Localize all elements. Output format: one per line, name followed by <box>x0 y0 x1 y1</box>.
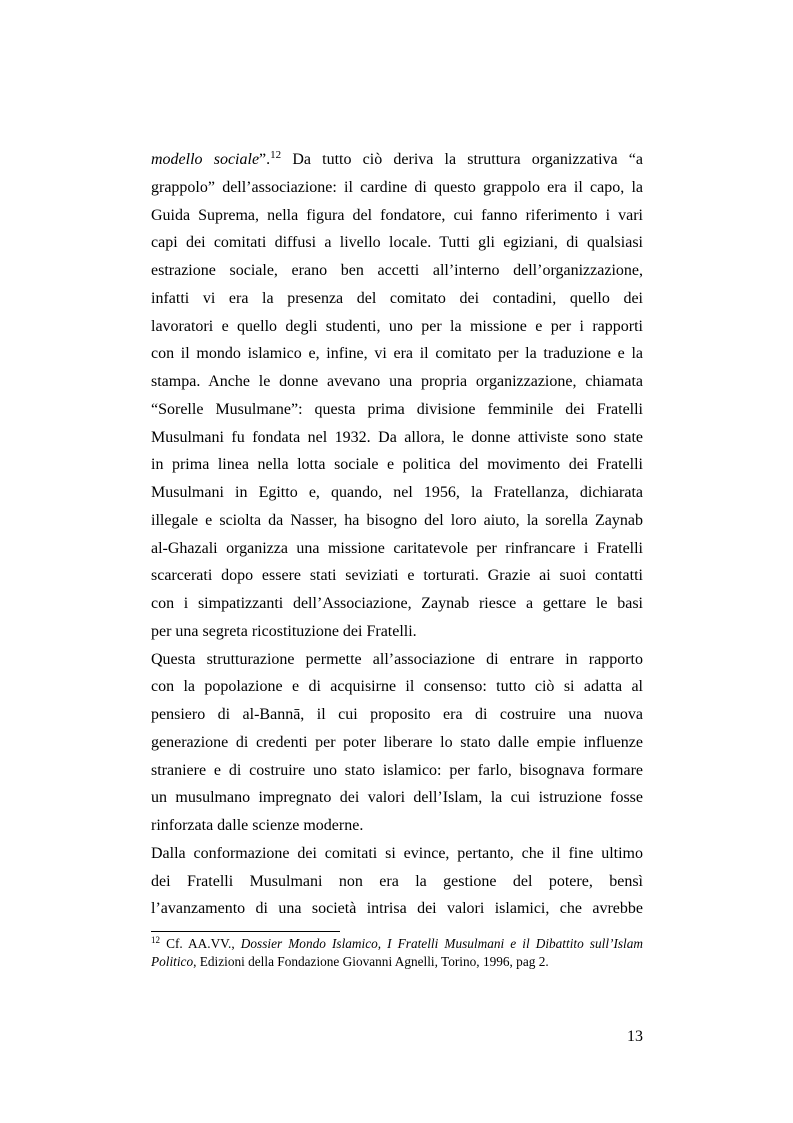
body-line: un musulmano impregnato dei valori dell’Islam, la cui istruzione fosse <box>151 789 643 807</box>
body-text <box>151 146 643 923</box>
closing-quote: ”. <box>259 151 271 168</box>
body-line: pensiero di al-Bannā, il cui proposito era di costruire una nuova <box>151 706 643 723</box>
footnote-title: Dossier Mondo Islamico, I Fratelli Musulmani e il Dibattito sull’Islam <box>240 936 643 951</box>
body-line: con il mondo islamico e, infine, vi era il comitato per la traduzione e la <box>151 345 643 363</box>
italic-phrase: modello sociale <box>151 151 260 168</box>
body-line: Dalla conformazione dei comitati si evince, pertanto, che il fine ultimo <box>151 844 643 862</box>
body-line: con i simpatizzanti dell’Associazione, Zaynab riesce a gettare le basi <box>151 595 643 612</box>
footnote-line <box>151 935 643 953</box>
body-line: estrazione sociale, erano ben accetti all’interno dell’organizzazione, <box>151 262 643 279</box>
body-line: per una segreta ricostituzione dei Fratelli. <box>151 622 417 640</box>
body-line: l’avanzamento di una società intrisa dei valori islamici, che avrebbe <box>151 900 643 918</box>
page-number: 13 <box>627 1028 643 1045</box>
body-line: generazione di credenti per poter liberare lo stato dalle empie influenze <box>151 733 643 751</box>
paragraph <box>151 146 643 646</box>
body-line: illegale e sciolta da Nasser, ha bisogno del loro aiuto, la sorella Zaynab <box>151 511 643 529</box>
footnote-reference: 12 <box>270 149 282 161</box>
body-line: “Sorelle Musulmane”: questa prima divisione femminile dei Fratelli <box>151 400 643 418</box>
body-line: dei Fratelli Musulmani non era la gestione del potere, bensì <box>151 872 643 890</box>
body-line: grappolo” dell’associazione: il cardine di questo grappolo era il capo, la <box>151 178 643 196</box>
body-line: stampa. Anche le donne avevano una propria organizzazione, chiamata <box>151 373 643 390</box>
body-line <box>151 146 643 174</box>
body-line: Musulmani fu fondata nel 1932. Da allora, le donne attiviste sono state <box>151 428 643 446</box>
paragraph <box>151 840 643 923</box>
body-line: Questa strutturazione permette all’associazione di entrare in rapporto <box>151 650 643 668</box>
body-line: in prima linea nella lotta sociale e politica del movimento dei Fratelli <box>151 456 643 474</box>
footnote-separator <box>151 931 340 932</box>
body-line: infatti vi era la presenza del comitato dei contadini, quello dei <box>151 289 643 307</box>
body-line: al-Ghazali organizza una missione caritatevole per rinfrancare i Fratelli <box>151 539 643 557</box>
body-line: con la popolazione e di acquisirne il consenso: tutto ciò si adatta al <box>151 678 643 696</box>
body-line: straniere e di costruire uno stato islamico: per farlo, bisognava formare <box>151 761 643 779</box>
body-line: capi dei comitati diffusi a livello locale. Tutti gli egiziani, di qualsiasi <box>151 234 643 252</box>
footnote <box>151 935 643 971</box>
footnote-line <box>151 953 643 971</box>
body-line: Musulmani in Egitto e, quando, nel 1956, la Fratellanza, dichiarata <box>151 484 643 501</box>
footnote-citation: , Edizioni della Fondazione Giovanni Agnelli, Torino, 1996, pag 2. <box>193 954 549 969</box>
body-line: rinforzata dalle scienze moderne. <box>151 817 364 834</box>
footnote-lead: Cf. AA.VV., <box>160 936 241 951</box>
body-line: Guida Suprema, nella figura del fondatore, cui fanno riferimento i vari <box>151 206 643 224</box>
footnote-number: 12 <box>151 935 160 945</box>
body-line: lavoratori e quello degli studenti, uno per la missione e per i rapporti <box>151 317 643 335</box>
body-line: scarcerati dopo essere stati seviziati e torturati. Grazie ai suoi contatti <box>151 567 643 585</box>
line-text: Da tutto ciò deriva la struttura organizzativa “a <box>281 151 643 168</box>
footnote-title-end: Politico <box>151 954 194 969</box>
paragraph <box>151 646 643 840</box>
